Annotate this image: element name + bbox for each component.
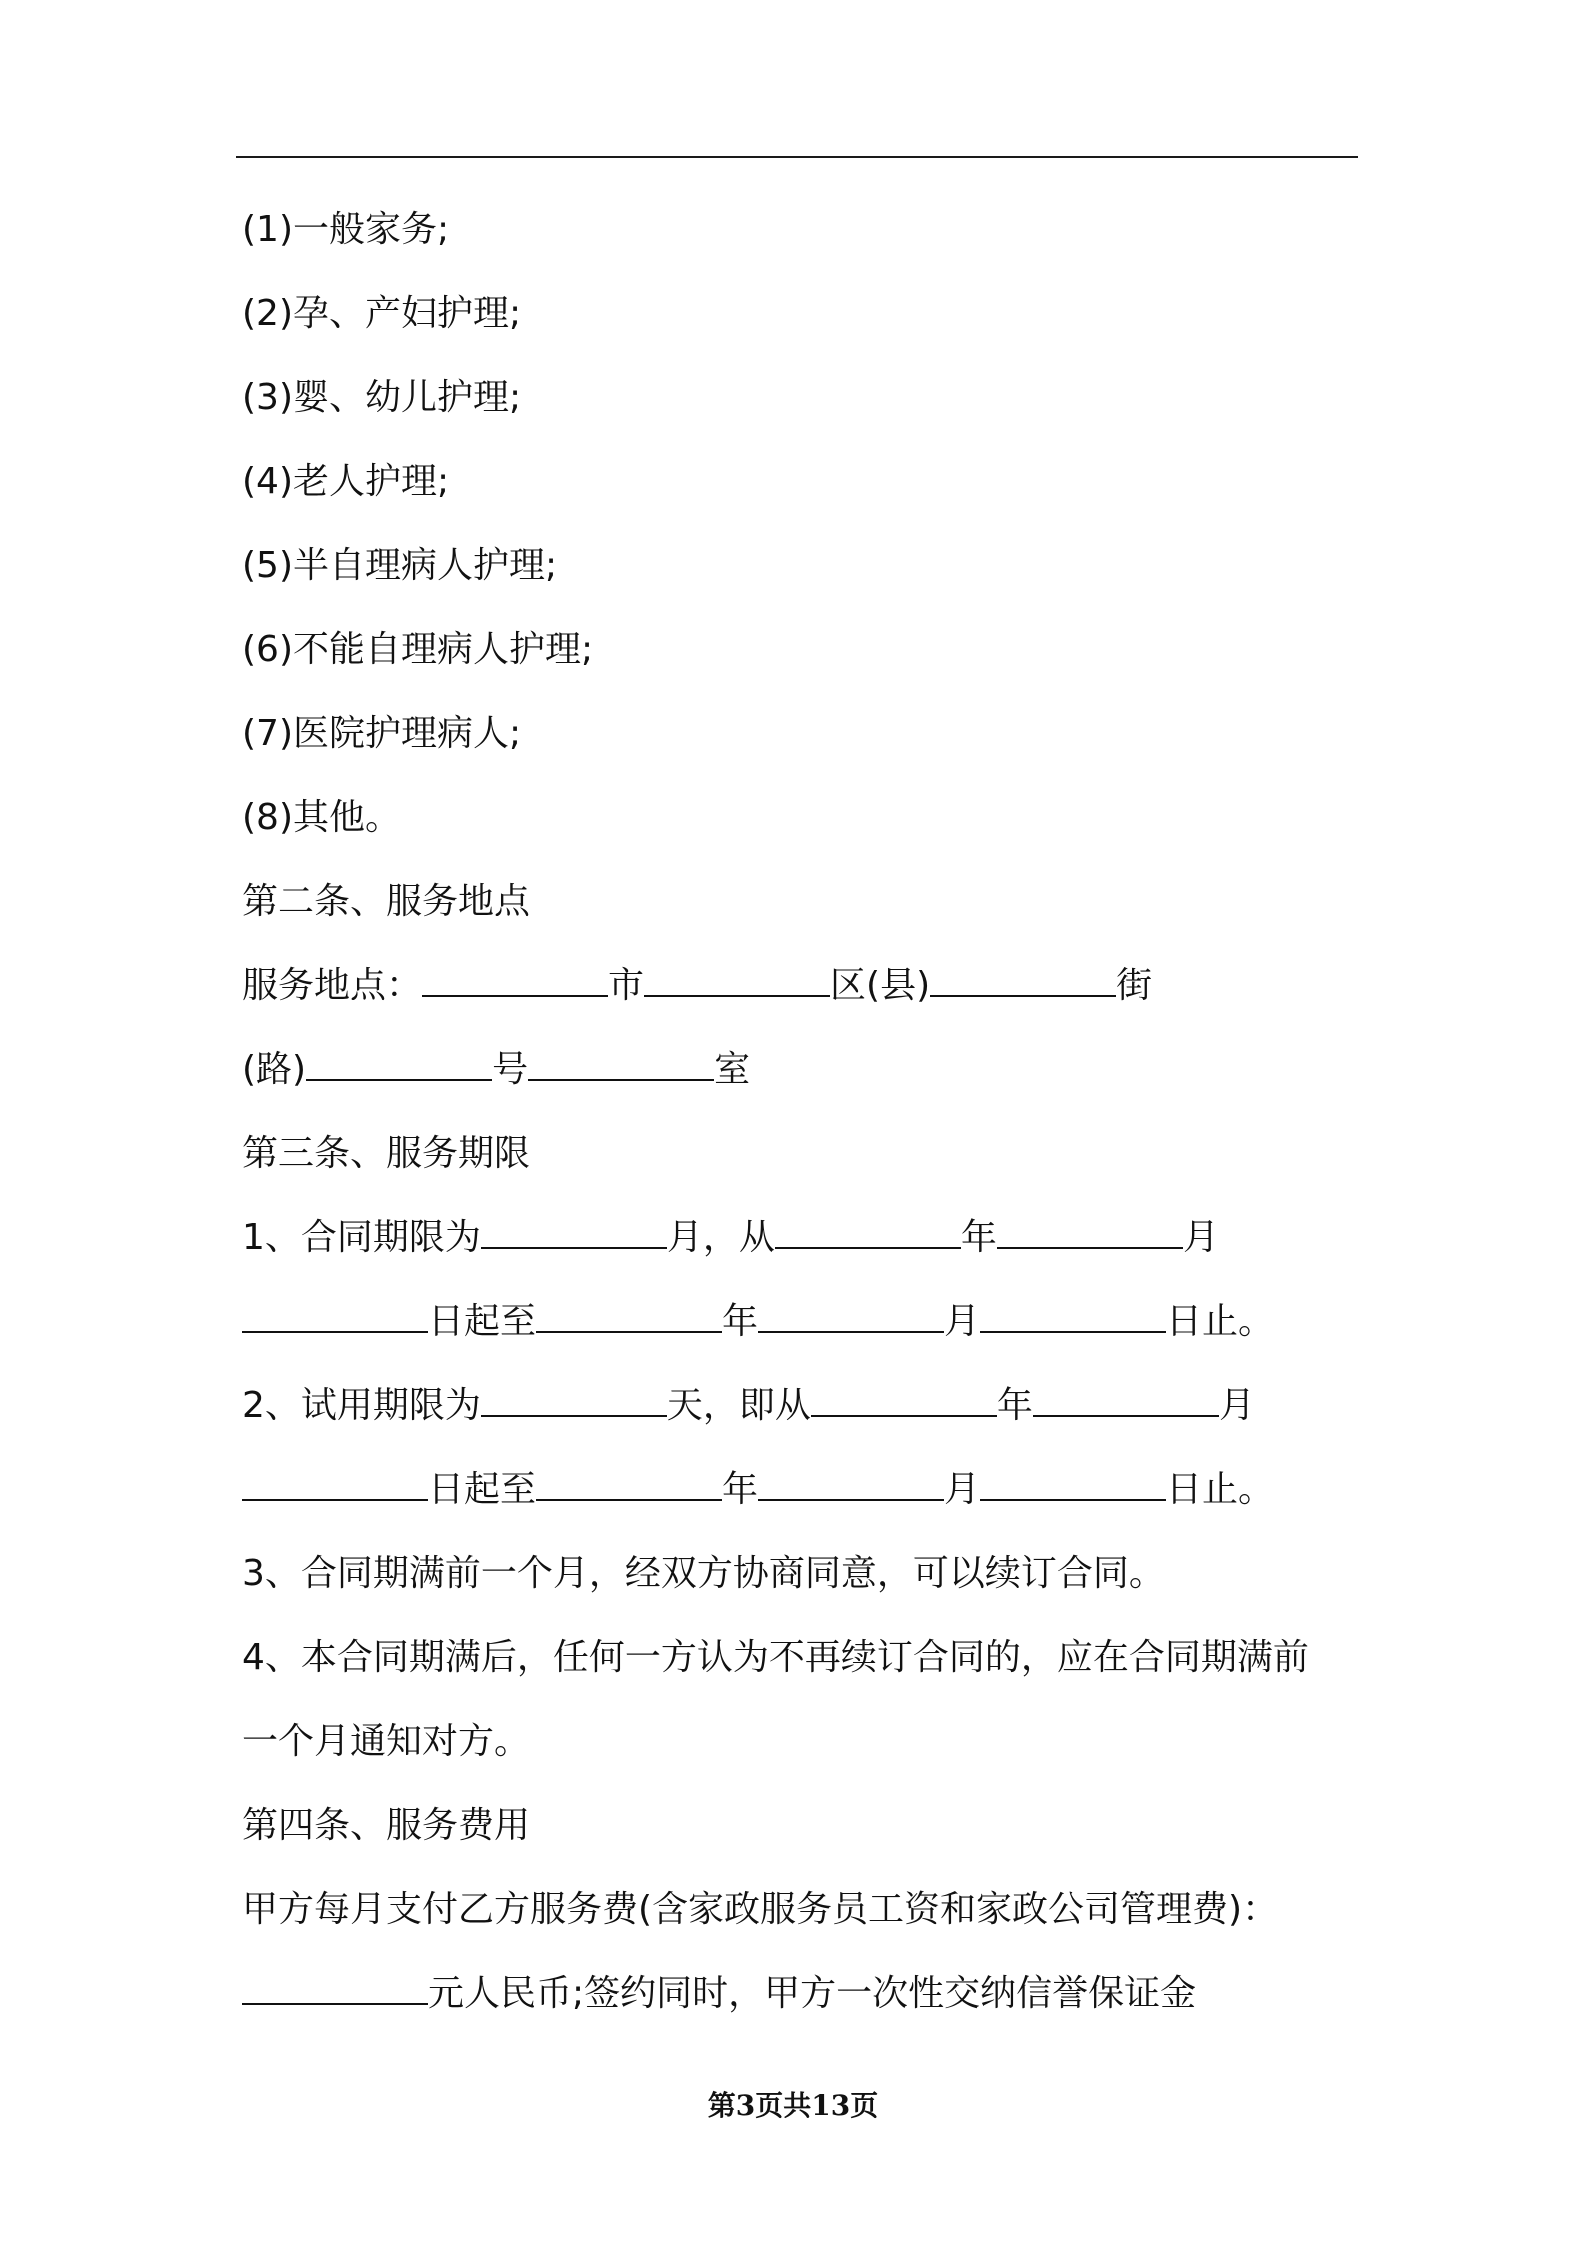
blank-field — [980, 1293, 1166, 1333]
service-item-6: (6)不能自理病人护理; — [242, 629, 594, 670]
year-label: 年 — [722, 1301, 759, 1342]
day-end-label: 日止。 — [1166, 1301, 1275, 1342]
day-to-label: 日起至 — [428, 1301, 537, 1342]
city-label: 市 — [608, 965, 645, 1006]
term-4-line-2: 一个月通知对方。 — [242, 1721, 531, 1762]
number-label: 号 — [492, 1049, 529, 1090]
article-3-title: 第三条、服务期限 — [242, 1133, 531, 1174]
service-item-7: (7)医院护理病人; — [242, 713, 522, 754]
day-to-label: 日起至 — [428, 1469, 537, 1510]
month-from-label: 月，从 — [666, 1217, 775, 1258]
location-line-2 — [242, 1040, 1362, 1124]
document-body — [242, 200, 1362, 2048]
blank-field — [980, 1461, 1166, 1501]
term-2-prefix: 2、试用期限为 — [242, 1385, 481, 1426]
day-from-label: 天，即从 — [666, 1385, 811, 1426]
blank-field — [811, 1377, 997, 1417]
page-number: 第3页共13页 — [707, 2089, 879, 2122]
day-end-label: 日止。 — [1166, 1469, 1275, 1510]
year-label: 年 — [996, 1385, 1033, 1426]
fee-line-2 — [242, 1964, 1362, 2048]
road-label: (路) — [242, 1049, 307, 1090]
fee-line-2-text: 元人民币;签约同时，甲方一次性交纳信誉保证金 — [428, 1973, 1197, 2014]
blank-field — [422, 957, 608, 997]
location-label: 服务地点： — [242, 965, 423, 1006]
blank-field — [242, 1461, 428, 1501]
term-1-line-1 — [242, 1208, 1362, 1292]
district-label: 区(县) — [830, 965, 931, 1006]
blank-field — [930, 957, 1116, 997]
term-2-line-1 — [242, 1376, 1362, 1460]
year-label: 年 — [722, 1469, 759, 1510]
term-3: 3、合同期满前一个月，经双方协商同意，可以续订合同。 — [242, 1553, 1165, 1594]
blank-field — [758, 1293, 944, 1333]
fee-line-1: 甲方每月支付乙方服务费(含家政服务员工资和家政公司管理费)： — [242, 1889, 1279, 1930]
blank-field — [528, 1041, 714, 1081]
blank-field — [242, 1293, 428, 1333]
blank-field — [242, 1965, 428, 2005]
room-label: 室 — [714, 1049, 751, 1090]
blank-field — [775, 1209, 961, 1249]
service-item-8: (8)其他。 — [242, 797, 401, 838]
street-label: 街 — [1116, 965, 1153, 1006]
term-1-line-2 — [242, 1292, 1362, 1376]
month-label: 月 — [944, 1469, 981, 1510]
blank-field — [536, 1461, 722, 1501]
service-item-1: (1)一般家务; — [242, 209, 450, 250]
blank-field — [481, 1209, 667, 1249]
article-4-title: 第四条、服务费用 — [242, 1805, 531, 1846]
article-2-title: 第二条、服务地点 — [242, 881, 531, 922]
header-rule — [236, 156, 1358, 158]
blank-field — [1033, 1377, 1219, 1417]
term-1-prefix: 1、合同期限为 — [242, 1217, 481, 1258]
blank-field — [644, 957, 830, 997]
service-item-3: (3)婴、幼儿护理; — [242, 377, 522, 418]
location-line-1 — [242, 956, 1362, 1040]
blank-field — [758, 1461, 944, 1501]
month-label: 月 — [944, 1301, 981, 1342]
month-label: 月 — [1182, 1217, 1219, 1258]
service-item-2: (2)孕、产妇护理; — [242, 293, 522, 334]
month-label: 月 — [1218, 1385, 1255, 1426]
year-label: 年 — [960, 1217, 997, 1258]
blank-field — [306, 1041, 492, 1081]
term-4-line-1: 4、本合同期满后，任何一方认为不再续订合同的，应在合同期满前 — [242, 1637, 1309, 1678]
blank-field — [481, 1377, 667, 1417]
service-item-5: (5)半自理病人护理; — [242, 545, 558, 586]
service-item-4: (4)老人护理; — [242, 461, 450, 502]
term-2-line-2 — [242, 1460, 1362, 1544]
blank-field — [997, 1209, 1183, 1249]
blank-field — [536, 1293, 722, 1333]
